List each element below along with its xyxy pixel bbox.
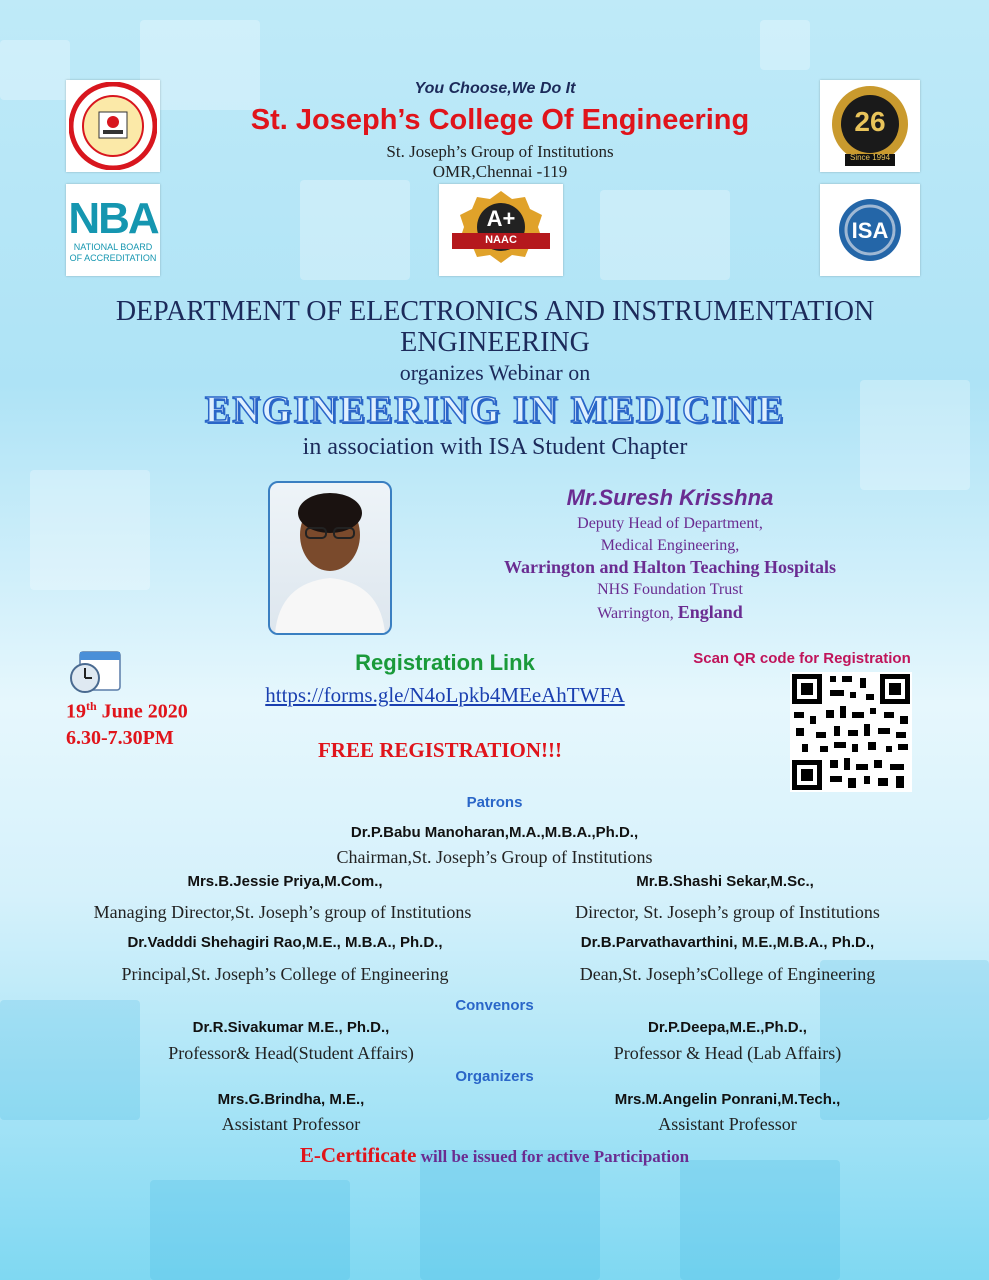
date-rest: June 2020	[96, 700, 188, 723]
registration-link[interactable]: https://forms.gle/N4oLpkb4MEeAhTWFA	[265, 683, 625, 707]
organizer2-name: Mrs.M.Angelin Ponrani,M.Tech.,	[614, 1091, 841, 1108]
date-suffix: th	[86, 699, 97, 713]
anniversary-logo	[820, 80, 920, 172]
event-time: 6.30-7.30PM	[66, 727, 174, 749]
speaker-trust: NHS Foundation Trust	[597, 581, 743, 598]
naac-text: NAAC	[485, 234, 517, 246]
chairman-name: Dr.P.Babu Manoharan,M.A.,M.B.A.,Ph.D.,	[350, 824, 639, 841]
college-seal-icon	[69, 82, 157, 170]
speaker-country: England	[677, 602, 743, 622]
convenors-heading: Convenors	[455, 997, 534, 1014]
chairman-title: Chairman,St. Joseph’s Group of Institutions	[336, 847, 653, 867]
association-text: in association with ISA Student Chapter	[302, 434, 688, 460]
college-seal-logo	[66, 80, 160, 172]
convenor2-name: Dr.P.Deepa,M.E.,Ph.D.,	[648, 1019, 807, 1036]
department-line1: DEPARTMENT OF ELECTRONICS AND INSTRUMENTATION	[115, 296, 875, 327]
college-group: St. Joseph’s Group of Institutions	[386, 142, 614, 161]
patrons-heading: Patrons	[466, 794, 523, 811]
bg-square	[150, 1180, 350, 1280]
principal-name: Dr.Vadddi Shehagiri Rao,M.E., M.B.A., Ph.D.,	[127, 934, 443, 951]
isa-logo	[820, 184, 920, 276]
college-address: OMR,Chennai -119	[432, 162, 568, 181]
department-line2: ENGINEERING	[400, 327, 590, 358]
bg-square	[300, 180, 410, 280]
qr-label: Scan QR code for Registration	[693, 650, 911, 667]
bg-square	[0, 40, 70, 100]
bg-square	[760, 20, 810, 70]
dean-name: Dr.B.Parvathavarthini, M.E.,M.B.A., Ph.D.,	[580, 934, 875, 951]
speaker-photo	[268, 481, 392, 635]
speaker-name: Mr.Suresh Krisshna	[566, 485, 774, 510]
anniversary-number: 26	[854, 106, 886, 137]
principal-title: Principal,St. Joseph’s College of Engineering	[121, 964, 449, 984]
isa-text: ISA	[851, 218, 889, 243]
naac-logo	[439, 184, 563, 276]
convenor2-title: Professor & Head (Lab Affairs)	[613, 1043, 842, 1063]
dean-title: Dean,St. Joseph’sCollege of Engineering	[579, 964, 876, 984]
speaker-city: Warrington,	[597, 605, 674, 622]
bg-square	[600, 190, 730, 280]
qr-code-icon	[790, 672, 912, 792]
organizer1-title: Assistant Professor	[221, 1114, 361, 1134]
college-name: St. Joseph’s College Of Engineering	[250, 104, 750, 136]
nba-text-1: NATIONAL BOARD	[73, 242, 153, 252]
md-title: Managing Director,St. Joseph’s group of Institutions	[93, 902, 472, 922]
md-name: Mrs.B.Jessie Priya,M.Com.,	[187, 873, 383, 890]
convenor1-name: Dr.R.Sivakumar M.E., Ph.D.,	[192, 1019, 390, 1036]
free-registration: FREE REGISTRATION!!!	[317, 738, 563, 762]
organizer2-title: Assistant Professor	[658, 1114, 797, 1134]
organizes-text: organizes Webinar on	[399, 360, 591, 385]
person-icon	[270, 483, 390, 633]
bg-square	[420, 1150, 600, 1280]
date-day: 19	[66, 700, 86, 723]
bg-square	[680, 1160, 840, 1280]
nba-logo	[66, 184, 160, 276]
organizer1-name: Mrs.G.Brindha, M.E.,	[217, 1091, 365, 1108]
nba-letters: NBA	[68, 194, 158, 243]
director-title: Director, St. Joseph’s group of Institutions	[575, 902, 880, 922]
speaker-role1: Deputy Head of Department,	[577, 515, 763, 532]
webinar-title: ENGINEERING IN MEDICINE	[204, 389, 786, 431]
naac-grade: A+	[486, 206, 516, 231]
e-certificate-label: E-Certificate	[299, 1143, 417, 1167]
organizers-heading: Organizers	[455, 1068, 534, 1085]
convenor1-title: Professor& Head(Student Affairs)	[168, 1043, 414, 1063]
speaker-location	[470, 602, 870, 623]
calendar-clock-icon	[68, 648, 122, 694]
anniversary-since: Since 1994	[849, 153, 891, 162]
registration-label: Registration Link	[355, 650, 535, 675]
bg-square	[30, 470, 150, 590]
e-certificate-rest: will be issued for active Participation	[416, 1147, 690, 1166]
qr-code[interactable]	[790, 672, 912, 792]
nba-text-2: OF ACCREDITATION	[69, 253, 157, 263]
college-tagline: You Choose,We Do It	[414, 80, 576, 97]
e-certificate-note	[0, 1143, 989, 1168]
speaker-role2: Medical Engineering,	[600, 537, 740, 554]
speaker-hospital: Warrington and Halton Teaching Hospitals	[503, 557, 837, 577]
director-name: Mr.B.Shashi Sekar,M.Sc.,	[636, 873, 814, 890]
